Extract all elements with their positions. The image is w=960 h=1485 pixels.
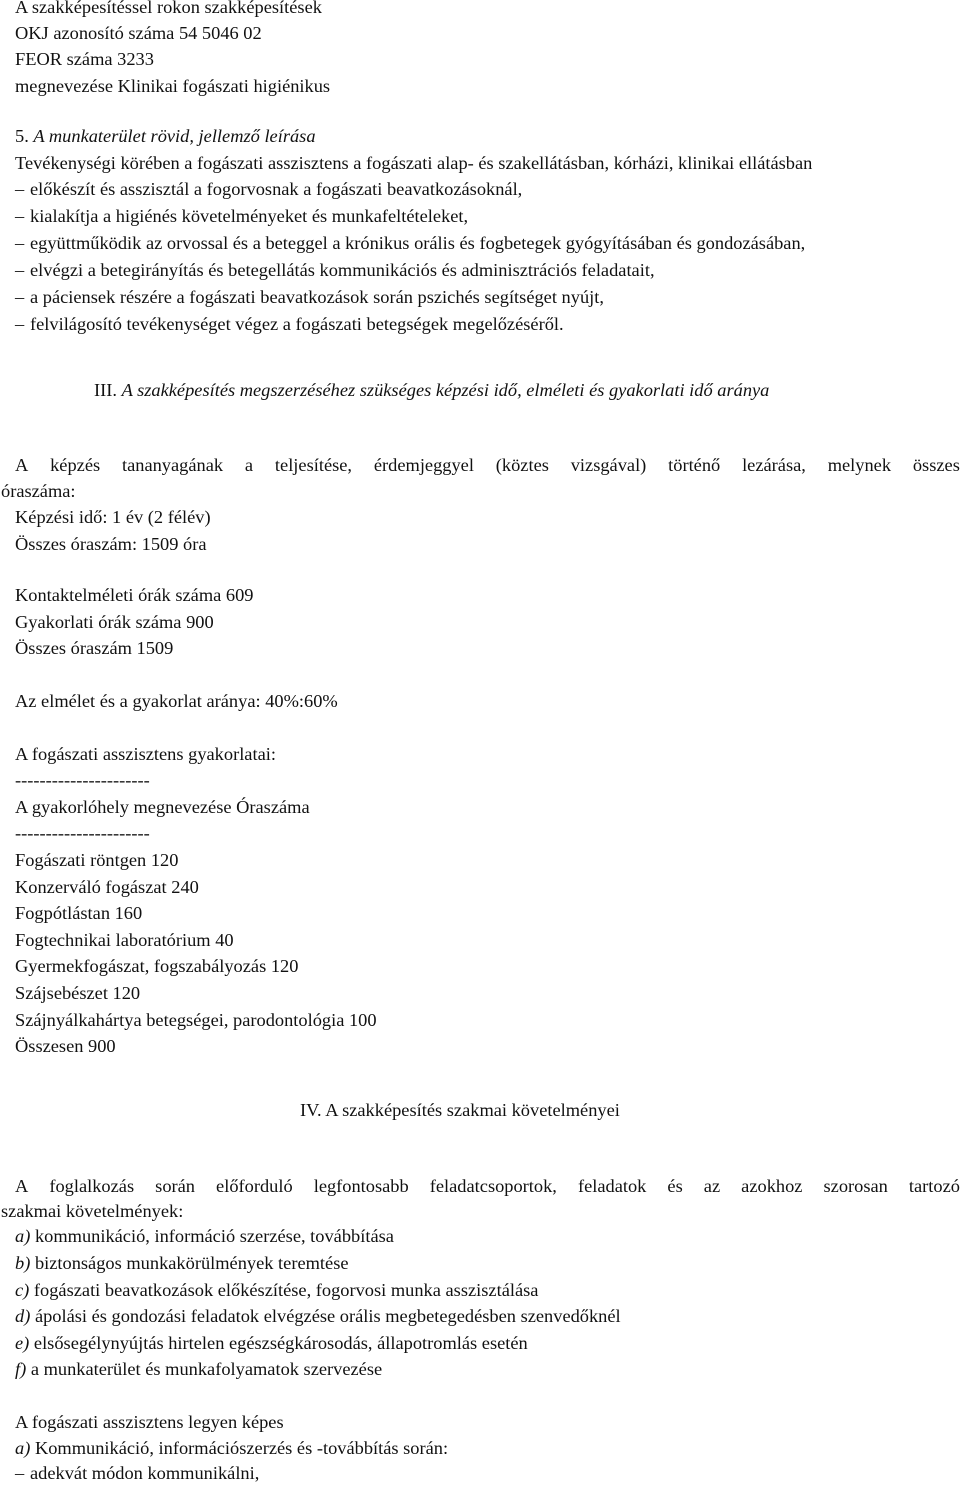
requirement-item: c) fogászati beavatkozások előkészítése, fogorvosi munka asszisztálása [15,1280,539,1300]
requirement-letter: d) [15,1306,31,1326]
total-hours: Összes óraszám: 1509 óra [15,534,207,554]
practice-table-header: A gyakorlóhely megnevezése Óraszáma [15,797,310,817]
total-hours-summary: Összes óraszám 1509 [15,638,174,658]
practice-row: Szájsebészet 120 [15,983,141,1003]
capable-title: A fogászati asszisztens legyen képes [15,1412,284,1432]
qualification-name: megnevezése Klinikai fogászati higiénikus [15,76,331,96]
list-item: – adekvát módon kommunikálni, [15,1463,260,1483]
practice-row: Fogtechnikai laboratórium 40 [15,930,234,950]
capable-item-a: a) Kommunikáció, információszerzés és -továbbítás során: [15,1438,449,1458]
list-item: – együttműködik az orvossal és a beteggel a krónikus orális és fogbetegek gyógyításában és gondozásában, [15,233,806,253]
requirement-letter: a) [15,1226,31,1246]
feor-code: FEOR száma 3233 [15,49,154,69]
section3-paragraph-line2: óraszáma: [1,481,76,501]
dash-bullet: – [15,179,25,199]
list-item: – felvilágosító tevékenységet végez a fogászati betegségek megelőzéséről. [15,314,564,334]
dash-bullet: – [15,260,25,280]
list-item: – kialakítja a higiénés követelményeket és munkafeltételeket, [15,206,469,226]
section5-heading [15,125,316,147]
section3-heading [94,379,769,401]
requirement-item: a) kommunikáció, információ szerzése, továbbítása [15,1226,394,1246]
requirement-letter: c) [15,1280,30,1300]
section4-paragraph-line2: szakmai követelmények: [1,1201,184,1221]
dash-bullet: – [15,206,25,226]
dash-bullet: – [15,287,25,307]
practice-total-row: Összesen 900 [15,1036,116,1056]
theory-practice-ratio: Az elmélet és a gyakorlat aránya: 40%:60% [15,691,338,711]
dash-bullet: – [15,1463,25,1483]
okj-code: OKJ azonosító száma 54 5046 02 [15,23,262,43]
requirement-letter: b) [15,1253,31,1273]
requirement-letter: e) [15,1333,30,1353]
requirement-item: e) elsősegélynyújtás hirtelen egészségkárosodás, állapotromlás esetén [15,1333,528,1353]
dash-bullet: – [15,314,25,334]
practical-hours: Gyakorlati órák száma 900 [15,612,214,632]
separator-line: ---------------------- [15,770,150,790]
requirement-item: f) a munkaterület és munkafolyamatok szervezése [15,1359,383,1379]
section5-intro: Tevékenységi körében a fogászati asszisztens a fogászati alap- és szakellátásban, kórházi, klinikai ellátásban [15,153,813,173]
training-time: Képzési idő: 1 év (2 félév) [15,507,211,527]
requirement-letter: f) [15,1359,27,1379]
requirement-item: d) ápolási és gondozási feladatok elvégzése orális megbetegedésben szenvedőknél [15,1306,621,1326]
capable-letter: a) [15,1438,31,1458]
section4-paragraph-line1: A foglalkozás során előforduló legfontosabb feladatcsoportok, feladatok és az azokhoz szorosan tartozó [15,1176,960,1196]
list-item: – a páciensek részére a fogászati beavatkozások során pszichés segítséget nyújt, [15,287,604,307]
requirement-item: b) biztonságos munkakörülmények teremtése [15,1253,349,1273]
section5-title: A munkaterület rövid, jellemző leírása [33,126,316,146]
contact-hours: Kontaktelméleti órák száma 609 [15,585,254,605]
practice-row: Szájnyálkahártya betegségei, parodontológia 100 [15,1010,377,1030]
practice-row: Konzerváló fogászat 240 [15,877,199,897]
section3-paragraph-line1: A képzés tananyagának a teljesítése, érdemjeggyel (köztes vizsgával) történő lezárása, melynek összes [15,455,960,475]
practice-row: Fogászati röntgen 120 [15,850,179,870]
list-item: – előkészít és asszisztál a fogorvosnak a fogászati beavatkozásoknál, [15,179,523,199]
section3-number: III. [94,380,117,400]
section3-title: A szakképesítés megszerzéséhez szükséges képzési idő, elméleti és gyakorlati idő aránya [121,380,770,400]
practice-row: Fogpótlástan 160 [15,903,143,923]
practice-row: Gyermekfogászat, fogszabályozás 120 [15,956,299,976]
section5-number: 5. [15,126,29,146]
separator-line: ---------------------- [15,823,150,843]
related-title: A szakképesítéssel rokon szakképesítések [15,0,322,17]
section4-heading: IV. A szakképesítés szakmai követelményei [300,1100,620,1120]
list-item: – elvégzi a betegirányítás és betegellátás kommunikációs és adminisztrációs feladatait, [15,260,655,280]
dash-bullet: – [15,233,25,253]
practice-title: A fogászati asszisztens gyakorlatai: [15,744,276,764]
